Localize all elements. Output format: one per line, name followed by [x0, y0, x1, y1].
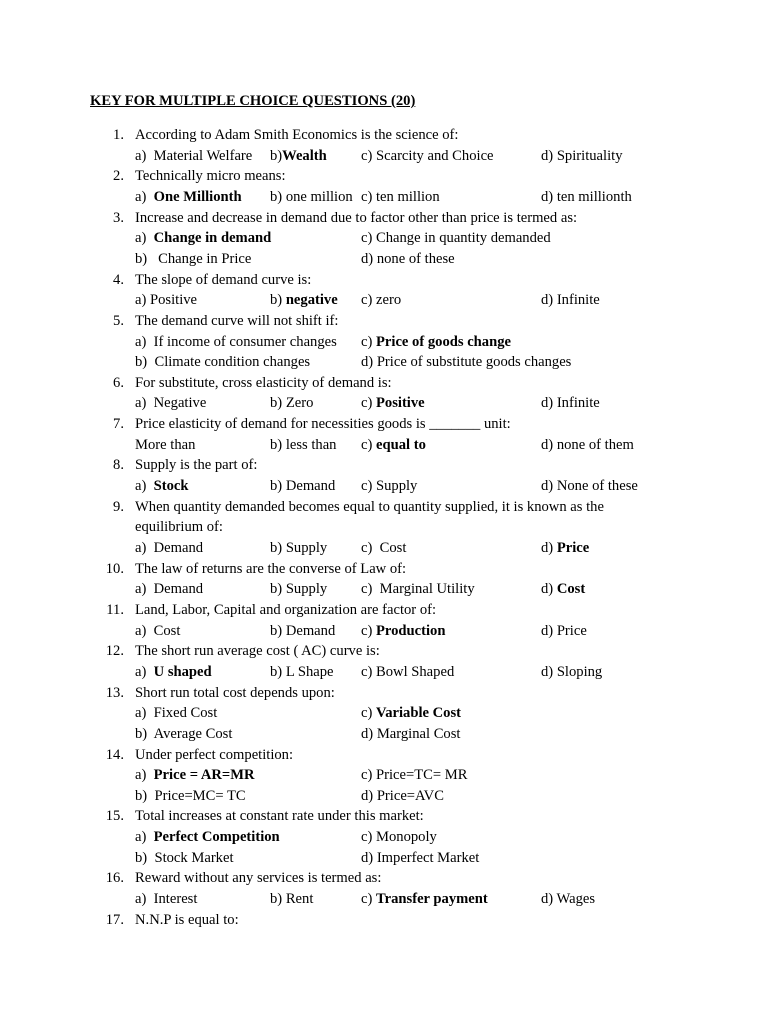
- correct-answer: Perfect Competition: [153, 829, 280, 846]
- option-letter: c): [361, 705, 376, 722]
- option-letter: a): [135, 230, 154, 247]
- correct-answer: One Millionth: [153, 188, 242, 205]
- question-number: 13.: [105, 684, 124, 701]
- option-letter: c): [361, 333, 376, 350]
- correct-answer: Price = AR=MR: [153, 767, 255, 784]
- answer-option: [135, 848, 234, 868]
- option-letter: d): [541, 395, 557, 412]
- option-letter: b): [135, 725, 154, 742]
- option-letter: a): [135, 663, 154, 680]
- question-number: 5.: [113, 312, 124, 329]
- option-letter: d): [541, 292, 557, 309]
- option-letter: c): [361, 436, 376, 453]
- question-text-continued: equilibrium of:: [135, 519, 223, 536]
- option-letter: a): [135, 147, 154, 164]
- option-letter: b): [270, 292, 286, 309]
- correct-answer: Variable Cost: [376, 705, 461, 722]
- answer-option: [135, 476, 189, 496]
- option-letter: b): [135, 787, 155, 804]
- option-letter: b): [270, 436, 286, 453]
- answer-option: [135, 332, 337, 352]
- option-letter: b): [270, 581, 286, 598]
- correct-answer: U shaped: [153, 663, 212, 680]
- answer-option: [361, 435, 426, 455]
- answer-option: [135, 146, 252, 166]
- answer-option: [361, 332, 511, 352]
- option-text: Demand: [153, 540, 204, 556]
- question-number: 10.: [105, 560, 124, 577]
- option-letter: c): [361, 292, 376, 309]
- answer-option: [270, 435, 336, 455]
- option-text: Rent: [285, 891, 314, 908]
- option-letter: d): [361, 725, 377, 742]
- option-letter: b): [270, 147, 283, 164]
- option-text: Interest: [153, 891, 198, 908]
- option-letter: a): [135, 705, 154, 722]
- option-text: More than: [135, 436, 196, 453]
- question-number: 9.: [113, 498, 124, 515]
- option-letter: c): [361, 395, 376, 412]
- question-text: Increase and decrease in demand due to factor other than price is termed as:: [135, 209, 578, 226]
- option-letter: c): [361, 478, 376, 495]
- option-letter: c): [361, 581, 380, 598]
- option-text: Demand: [285, 622, 336, 639]
- option-letter: d): [541, 663, 557, 680]
- question-text: For substitute, cross elasticity of demand is:: [135, 374, 392, 391]
- answer-option: [361, 579, 475, 599]
- option-text: Fixed Cost: [153, 705, 218, 722]
- option-text: Demand: [285, 478, 336, 495]
- option-text: Zero: [285, 395, 314, 412]
- answer-option: [270, 889, 313, 909]
- answer-option: [541, 187, 632, 207]
- correct-answer: Positive: [376, 395, 425, 412]
- option-text: Infinite: [556, 395, 600, 412]
- answer-option: [270, 393, 313, 413]
- option-letter: c): [361, 891, 376, 908]
- option-letter: b): [270, 478, 286, 495]
- answer-option: [270, 579, 327, 599]
- answer-option: [135, 290, 197, 310]
- option-text: Wages: [556, 891, 596, 908]
- answer-option: [135, 765, 255, 785]
- correct-answer: Wealth: [282, 147, 327, 164]
- answer-option: [541, 889, 595, 909]
- question-text: N.N.P is equal to:: [135, 911, 239, 928]
- question-number: 6.: [113, 374, 124, 391]
- answer-option: [135, 249, 251, 269]
- answer-option: [361, 290, 401, 310]
- option-letter: b): [270, 395, 286, 412]
- option-letter: d): [541, 891, 557, 908]
- question-number: 14.: [105, 746, 124, 763]
- answer-option: [270, 662, 334, 682]
- correct-answer: negative: [285, 292, 338, 309]
- option-text: Infinite: [556, 292, 600, 309]
- option-text: ten million: [376, 188, 440, 205]
- question-number: 17.: [105, 911, 124, 928]
- answer-option: [361, 476, 417, 496]
- option-text: Demand: [153, 581, 204, 598]
- answer-option: [135, 393, 206, 413]
- answer-option: [135, 538, 203, 558]
- answer-option: [135, 579, 203, 599]
- answer-option: [135, 187, 242, 207]
- answer-option: [135, 786, 246, 806]
- option-letter: d): [541, 622, 557, 639]
- option-text: Sloping: [556, 663, 603, 680]
- option-text: none of them: [556, 436, 634, 453]
- option-letter: c): [361, 230, 376, 247]
- question-text: The slope of demand curve is:: [135, 271, 312, 288]
- answer-option: [541, 146, 622, 166]
- question-number: 15.: [105, 808, 124, 825]
- answer-option: [541, 435, 634, 455]
- option-text: Marginal Cost: [376, 725, 461, 742]
- option-text: less than: [285, 436, 337, 453]
- correct-answer: equal to: [376, 436, 426, 453]
- option-text: Bowl Shaped: [376, 663, 455, 680]
- option-letter: a): [135, 767, 154, 784]
- option-letter: d): [541, 188, 557, 205]
- answer-option: [270, 476, 335, 496]
- answer-option: [361, 228, 551, 248]
- page-title: KEY FOR MULTIPLE CHOICE QUESTIONS (20): [90, 93, 416, 109]
- question-number: 11.: [106, 601, 124, 618]
- option-text: If income of consumer changes: [153, 333, 337, 350]
- option-letter: b): [135, 250, 159, 267]
- option-letter: a): [135, 622, 154, 639]
- question-text: Reward without any services is termed as:: [135, 870, 382, 887]
- answer-option: [361, 146, 494, 166]
- option-letter: a): [135, 540, 154, 556]
- answer-option: [361, 249, 455, 269]
- correct-answer: Change in demand: [153, 230, 272, 247]
- option-text: zero: [376, 292, 402, 309]
- question-number: 7.: [113, 416, 124, 433]
- option-text: Marginal Utility: [379, 581, 475, 598]
- answer-option: [361, 662, 454, 682]
- answer-option: [270, 146, 327, 166]
- question-text: Supply is the part of:: [135, 457, 258, 474]
- option-text: Supply: [285, 581, 328, 598]
- option-text: Supply: [285, 540, 328, 556]
- option-letter: b): [270, 540, 286, 556]
- option-letter: b): [270, 622, 286, 639]
- option-text: Price: [556, 622, 587, 639]
- question-text: Under perfect competition:: [135, 746, 294, 763]
- answer-option: [361, 393, 425, 413]
- option-letter: d): [541, 478, 557, 495]
- option-text: L Shape: [285, 663, 334, 680]
- option-letter: c): [361, 829, 376, 846]
- option-letter: a): [135, 395, 154, 412]
- correct-answer: Stock: [153, 478, 189, 495]
- option-letter: c): [361, 147, 376, 164]
- option-text: Stock Market: [154, 849, 234, 866]
- question-number: 8.: [113, 457, 124, 474]
- answer-option: [541, 538, 589, 558]
- correct-answer: Cost: [556, 581, 586, 598]
- option-letter: c): [361, 188, 376, 205]
- option-letter: c): [361, 540, 380, 556]
- answer-option: [541, 662, 602, 682]
- answer-option: [361, 848, 479, 868]
- answer-option: [361, 703, 461, 723]
- option-text: Monopoly: [376, 829, 437, 846]
- option-letter: c): [361, 663, 376, 680]
- option-letter: a): [135, 581, 154, 598]
- answer-option: [135, 228, 271, 248]
- answer-option: [270, 538, 327, 558]
- answer-option: [270, 621, 335, 641]
- option-text: Price=MC= TC: [154, 787, 246, 804]
- option-letter: b): [270, 188, 286, 205]
- question-number: 12.: [105, 643, 124, 660]
- answer-option: [135, 435, 195, 455]
- question-text: Price elasticity of demand for necessities goods is _______ unit:: [135, 416, 511, 433]
- option-text: none of these: [376, 250, 455, 267]
- answer-option: [361, 786, 444, 806]
- option-letter: c): [361, 767, 376, 784]
- answer-option: [361, 352, 571, 372]
- option-letter: a): [135, 478, 154, 495]
- option-letter: a): [135, 292, 150, 309]
- answer-option: [361, 187, 440, 207]
- answer-option: [361, 827, 437, 847]
- option-letter: d): [541, 436, 557, 453]
- question-text: Technically micro means:: [135, 168, 286, 185]
- option-text: Scarcity and Choice: [376, 147, 494, 164]
- option-letter: d): [361, 787, 377, 804]
- option-letter: d): [541, 540, 557, 556]
- answer-option: [361, 765, 467, 785]
- answer-option: [361, 889, 488, 909]
- question-text: The demand curve will not shift if:: [135, 312, 339, 329]
- answer-option: [135, 621, 180, 641]
- answer-option: [541, 393, 600, 413]
- option-letter: d): [541, 147, 557, 164]
- option-letter: a): [135, 829, 154, 846]
- answer-option: [541, 476, 638, 496]
- answer-option: [135, 352, 310, 372]
- option-text: Material Welfare: [153, 147, 253, 164]
- answer-option: [541, 621, 587, 641]
- answer-option: [541, 579, 585, 599]
- option-letter: d): [361, 250, 377, 267]
- option-text: Price=TC= MR: [376, 767, 468, 784]
- option-letter: a): [135, 188, 154, 205]
- correct-answer: Price of goods change: [376, 333, 511, 350]
- answer-option: [541, 290, 600, 310]
- option-text: Cost: [379, 540, 407, 556]
- question-number: 16.: [105, 870, 124, 887]
- option-letter: d): [361, 354, 377, 371]
- answer-option: [361, 724, 460, 744]
- option-text: Climate condition changes: [154, 354, 311, 371]
- option-letter: c): [361, 622, 376, 639]
- option-letter: b): [270, 891, 286, 908]
- correct-answer: Production: [376, 622, 446, 639]
- answer-option: [361, 538, 406, 558]
- question-text: The law of returns are the converse of Law of:: [135, 560, 407, 577]
- option-text: None of these: [556, 478, 638, 495]
- option-letter: a): [135, 891, 154, 908]
- option-text: Negative: [153, 395, 207, 412]
- option-letter: d): [541, 581, 557, 598]
- answer-option: [135, 662, 212, 682]
- correct-answer: Price: [556, 540, 590, 556]
- answer-option: [135, 703, 217, 723]
- question-number: 3.: [113, 209, 124, 226]
- question-number: 2.: [113, 168, 124, 185]
- option-letter: a): [135, 333, 154, 350]
- question-number: 1.: [113, 127, 124, 143]
- option-text: Price=AVC: [376, 787, 444, 804]
- answer-option: [361, 621, 445, 641]
- question-number: 4.: [113, 271, 124, 288]
- option-text: Price of substitute goods changes: [376, 354, 572, 371]
- option-text: Imperfect Market: [376, 849, 480, 866]
- option-letter: b): [135, 354, 155, 371]
- question-text: When quantity demanded becomes equal to quantity supplied, it is known as the: [135, 498, 604, 515]
- option-text: Average Cost: [153, 725, 233, 742]
- question-text: Land, Labor, Capital and organization are factor of:: [135, 601, 437, 618]
- question-text: Short run total cost depends upon:: [135, 684, 335, 701]
- option-letter: d): [361, 849, 377, 866]
- option-letter: b): [135, 849, 155, 866]
- question-text: According to Adam Smith Economics is the science of:: [135, 127, 459, 143]
- option-text: Change in Price: [158, 250, 252, 267]
- answer-option: [135, 889, 197, 909]
- option-text: Supply: [376, 478, 418, 495]
- option-text: one million: [285, 188, 353, 205]
- answer-option: [270, 187, 353, 207]
- answer-option: [135, 827, 280, 847]
- answer-option: [135, 724, 232, 744]
- correct-answer: Transfer payment: [376, 891, 488, 908]
- question-text: Total increases at constant rate under this market:: [135, 808, 424, 825]
- option-letter: b): [270, 663, 286, 680]
- option-text: Change in quantity demanded: [376, 230, 551, 247]
- answer-option: [270, 290, 338, 310]
- option-text: ten millionth: [556, 188, 632, 205]
- option-text: Positive: [150, 292, 198, 309]
- option-text: Spirituality: [556, 147, 623, 164]
- question-text: The short run average cost ( AC) curve is:: [135, 643, 380, 660]
- option-text: Cost: [153, 622, 181, 639]
